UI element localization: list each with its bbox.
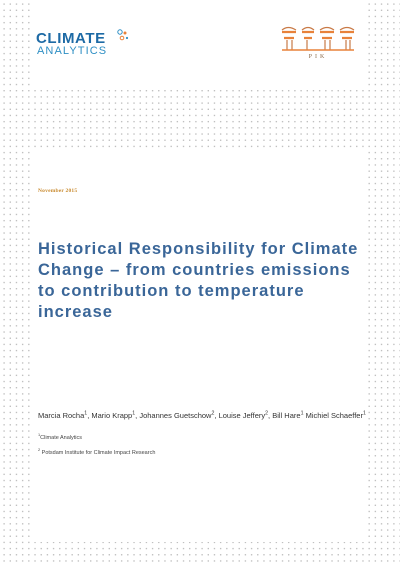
- affiliation-marker: 2: [38, 448, 41, 453]
- author-list: [38, 410, 368, 421]
- affiliation-1: [38, 435, 82, 441]
- author-separator: ,: [87, 411, 92, 420]
- logo-line-climate: CLIMATE: [36, 30, 106, 47]
- author-affiliation-marker: 1: [362, 410, 366, 417]
- pik-logo: [280, 24, 356, 66]
- author-separator: ,: [135, 411, 140, 420]
- author-separator: ,: [214, 411, 219, 420]
- author-name: Marcia Rocha: [38, 411, 85, 420]
- globe-swirl-icon: [116, 28, 130, 42]
- pik-waves-icon: [280, 24, 356, 54]
- author-affiliation-marker: 1: [132, 410, 136, 417]
- affiliation-name: Potsdam Institute for Climate Impact Research: [41, 450, 156, 456]
- report-title: Historical Responsibility for Climate Change – from countries emissions to contribution to temperature increase: [38, 240, 359, 321]
- author-separator: ,: [268, 411, 273, 420]
- logo-line-analytics: ANALYTICS: [37, 45, 108, 57]
- affiliation-2: [38, 450, 155, 456]
- author-affiliation-marker: 1: [300, 410, 304, 417]
- climate-analytics-logo: [36, 30, 146, 64]
- content-area: [32, 150, 368, 542]
- author-affiliation-marker: 2: [265, 410, 269, 417]
- affiliation-name: Climate Analytics: [40, 435, 83, 441]
- author-name: Louise Jeffery: [218, 411, 266, 420]
- author-name: Johannes Guetschow: [139, 411, 212, 420]
- author-name: Bill Hare: [272, 411, 301, 420]
- author-name: Mario Krapp: [91, 411, 133, 420]
- author-name: Michiel Schaeffer: [305, 411, 363, 420]
- author-affiliation-marker: 1: [84, 410, 88, 417]
- pik-wordmark: PIK: [308, 54, 328, 60]
- author-affiliation-marker: 2: [211, 410, 215, 417]
- publication-date: November 2015: [38, 188, 78, 194]
- affiliation-marker: 1: [38, 433, 41, 438]
